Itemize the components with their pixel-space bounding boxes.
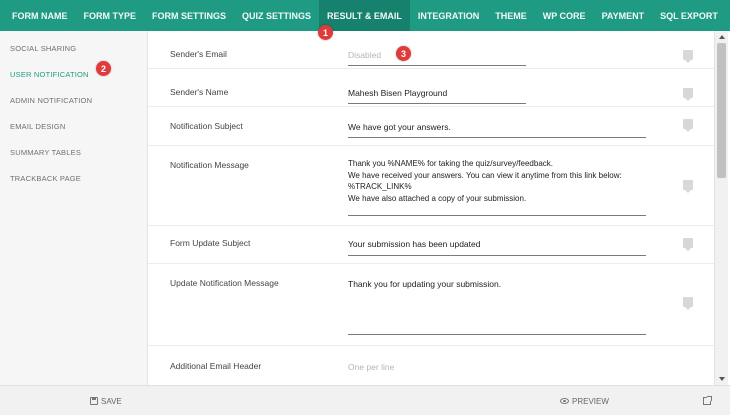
open-external-button[interactable]	[703, 386, 711, 415]
senders-name-input[interactable]: Mahesh Bisen Playground	[348, 87, 526, 104]
row-senders-email	[148, 31, 714, 69]
form-update-subject-label: Form Update Subject	[170, 238, 251, 248]
notification-message-label: Notification Message	[170, 160, 249, 170]
form-update-subject-input[interactable]: Your submission has been updated	[348, 238, 646, 256]
top-nav	[0, 0, 730, 31]
row-notification-subject	[148, 107, 714, 146]
tab-integration[interactable]: INTEGRATION	[417, 10, 480, 21]
senders-email-label: Sender's Email	[170, 49, 227, 59]
scroll-up-arrow-icon[interactable]	[719, 35, 725, 39]
save-button[interactable]	[90, 386, 122, 415]
sidebar-item-email-design[interactable]: EMAIL DESIGN	[10, 121, 66, 131]
tab-form-type[interactable]: FORM TYPE	[83, 10, 137, 21]
tab-wp-core[interactable]: WP CORE	[542, 10, 586, 21]
external-link-icon	[703, 397, 711, 405]
additional-email-header-label: Additional Email Header	[170, 361, 262, 371]
scroll-thumb[interactable]	[717, 43, 726, 178]
tab-quiz-settings[interactable]: QUIZ SETTINGS	[242, 10, 312, 21]
row-notification-message	[148, 146, 714, 226]
save-label: SAVE	[101, 396, 122, 406]
notification-subject-input[interactable]: We have got your answers.	[348, 121, 646, 138]
row-update-notification-message	[148, 264, 714, 346]
footer-toolbar	[0, 385, 730, 415]
tab-sql-export[interactable]: SQL EXPORT	[660, 10, 718, 21]
scroll-down-arrow-icon[interactable]	[719, 377, 725, 381]
tab-form-name[interactable]: FORM NAME	[12, 10, 68, 21]
help-icon[interactable]	[683, 297, 693, 307]
preview-button[interactable]	[560, 386, 609, 415]
update-notification-message-textarea[interactable]: Thank you for updating your submission.	[348, 278, 646, 335]
row-form-update-subject	[148, 226, 714, 264]
tab-form-settings[interactable]: FORM SETTINGS	[152, 10, 227, 21]
annotation-badge-3: 3	[396, 46, 411, 61]
sidebar-item-summary-tables[interactable]: SUMMARY TABLES	[10, 147, 82, 157]
help-icon[interactable]	[683, 50, 693, 60]
additional-email-header-textarea[interactable]: One per line	[348, 362, 395, 372]
save-icon	[90, 397, 98, 405]
row-additional-email-header	[148, 346, 714, 385]
sidebar-item-user-notification[interactable]: USER NOTIFICATION	[10, 69, 89, 79]
help-icon[interactable]	[683, 180, 693, 190]
preview-label: PREVIEW	[572, 396, 609, 406]
help-icon[interactable]	[683, 88, 693, 98]
help-icon[interactable]	[683, 238, 693, 248]
tab-result-email[interactable]: RESULT & EMAIL	[319, 0, 410, 31]
eye-icon	[560, 398, 569, 404]
sidebar-item-trackback-page[interactable]: TRACKBACK PAGE	[10, 173, 82, 183]
tab-theme[interactable]: THEME	[495, 10, 527, 21]
settings-panel	[148, 31, 714, 385]
scrollbar[interactable]	[714, 31, 728, 385]
sidebar	[0, 31, 148, 385]
tab-payment[interactable]: PAYMENT	[601, 10, 645, 21]
help-icon[interactable]	[683, 119, 693, 129]
annotation-badge-1: 1	[318, 25, 333, 40]
annotation-badge-2: 2	[96, 61, 111, 76]
notification-subject-label: Notification Subject	[170, 121, 243, 131]
row-senders-name	[148, 69, 714, 107]
sidebar-item-admin-notification[interactable]: ADMIN NOTIFICATION	[10, 95, 93, 105]
notification-message-textarea[interactable]: Thank you %NAME% for taking the quiz/survey/feedback. We have received your answers. You can view it anytime from this link below: %TRACK_LINK% We have also attached a copy of your submission.	[348, 158, 646, 216]
sidebar-item-social-sharing[interactable]: SOCIAL SHARING	[10, 43, 77, 53]
update-notification-message-label: Update Notification Message	[170, 278, 279, 288]
senders-name-label: Sender's Name	[170, 87, 229, 97]
senders-email-input[interactable]: Disabled	[348, 49, 526, 66]
